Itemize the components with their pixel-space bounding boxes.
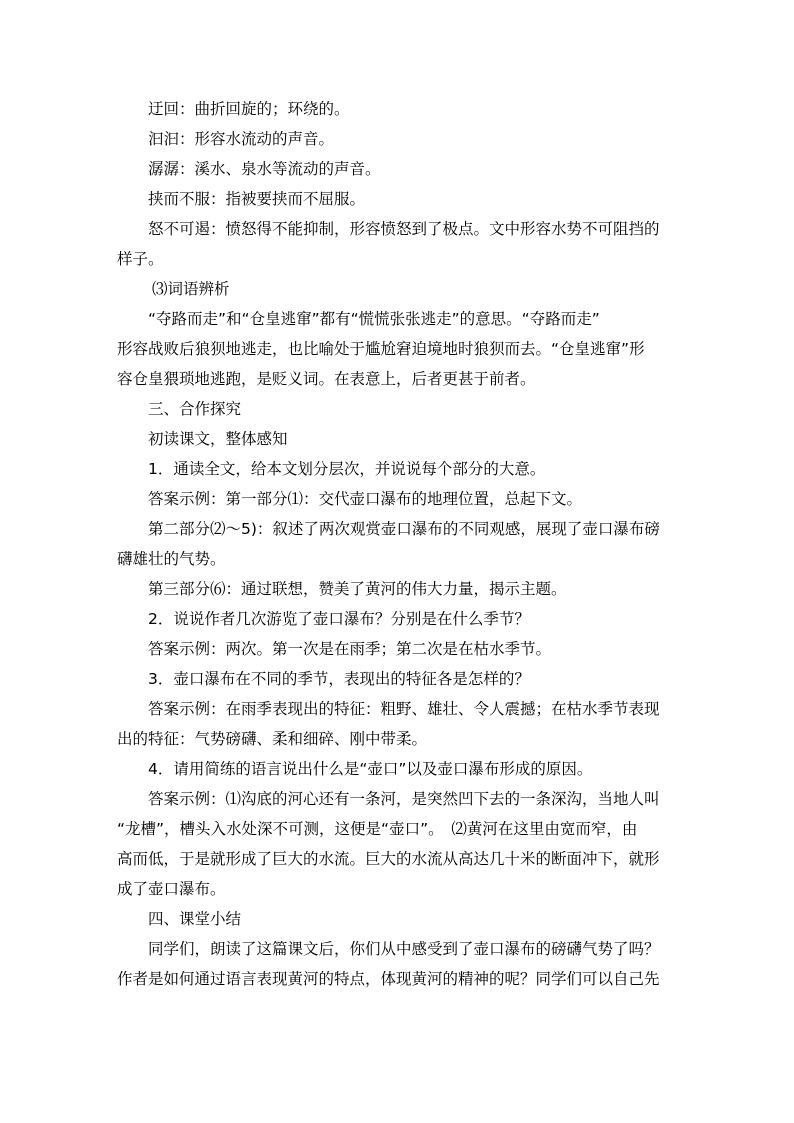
section-heading-cooperative-inquiry: 三、合作探究: [148, 400, 242, 418]
answer-1-part2-cont: 礴雄壮的气势。: [117, 550, 226, 568]
answer-4-cont: 高而低，于是就形成了巨大的水流。巨大的水流从高达几十米的断面冲下，就形: [117, 850, 660, 868]
document-body: [117, 94, 679, 994]
definition-xieerbufu: 挟而不服：指被要挟而不屈服。: [148, 190, 366, 208]
definition-gugu: 汩汩：形容水流动的声音。: [148, 130, 335, 148]
paragraph-line: 形容战败后狼狈地逃走，也比喻处于尴尬窘迫境地时狼狈而去。“仓皇逃窜”形: [117, 340, 645, 358]
paragraph-line: 容仓皇猥琐地逃跑，是贬义词。在表意上，后者更甚于前者。: [117, 370, 536, 388]
definition-nubukee-cont: 样子。: [117, 250, 164, 268]
answer-2: 答案示例：两次。第一次是在雨季；第二次是在枯水季节。: [148, 640, 552, 658]
question-1: 1．通读全文，给本文划分层次，并说说每个部分的大意。: [148, 460, 546, 478]
section-heading-summary: 四、课堂小结: [148, 910, 242, 928]
answer-1-part1: 答案示例：第一部分⑴：交代壶口瀑布的地理位置，总起下文。: [148, 490, 583, 508]
question-2: 2．说说作者几次游览了壶口瀑布？分别是在什么季节？: [148, 610, 530, 628]
answer-4-cont: 成了壶口瀑布。: [117, 880, 226, 898]
answer-3-cont: 出的特征：气势磅礴、柔和细碎、刚中带柔。: [117, 730, 428, 748]
paragraph-line: “夺路而走”和“仓皇逃窜”都有“慌慌张张逃走”的意思。“夺路而走”: [148, 310, 600, 328]
answer-1-part2: 第二部分⑵～5)：叙述了两次观赏壶口瀑布的不同观感，展现了壶口瀑布磅: [148, 520, 660, 538]
summary-paragraph-line: 同学们，朗读了这篇课文后，你们从中感受到了壶口瀑布的磅礴气势了吗？: [148, 940, 660, 958]
definition-yuhui: 迂回：曲折回旋的；环绕的。: [148, 100, 350, 118]
question-3: 3．壶口瀑布在不同的季节，表现出的特征各是怎样的？: [148, 670, 530, 688]
definition-nubukee: 怒不可遏：愤怒得不能抑制，形容愤怒到了极点。文中形容水势不可阻挡的: [148, 220, 660, 238]
answer-3: 答案示例：在雨季表现出的特征：粗野、雄壮、令人震撼；在枯水季节表现: [148, 700, 660, 718]
answer-4-cont: “龙槽”，槽头入水处深不可测，这便是“壶口”。 ⑵黄河在这里由宽而窄，由: [117, 820, 638, 838]
summary-paragraph-line: 作者是如何通过语言表现黄河的特点，体现黄河的精神的呢？同学们可以自己先: [117, 970, 660, 988]
section-heading-word-analysis: ⑶词语辨析: [152, 280, 230, 298]
answer-1-part3: 第三部分⑹：通过联想，赞美了黄河的伟大力量，揭示主题。: [148, 580, 567, 598]
definition-chanchan: 潺潺：溪水、泉水等流动的声音。: [148, 160, 381, 178]
subheading-first-reading: 初读课文，整体感知: [148, 430, 288, 448]
answer-4: 答案示例：⑴沟底的河心还有一条河，是突然凹下去的一条深沟，当地人叫: [148, 790, 660, 808]
question-4: 4．请用简练的语言说出什么是“壶口”以及壶口瀑布形成的原因。: [148, 760, 593, 778]
